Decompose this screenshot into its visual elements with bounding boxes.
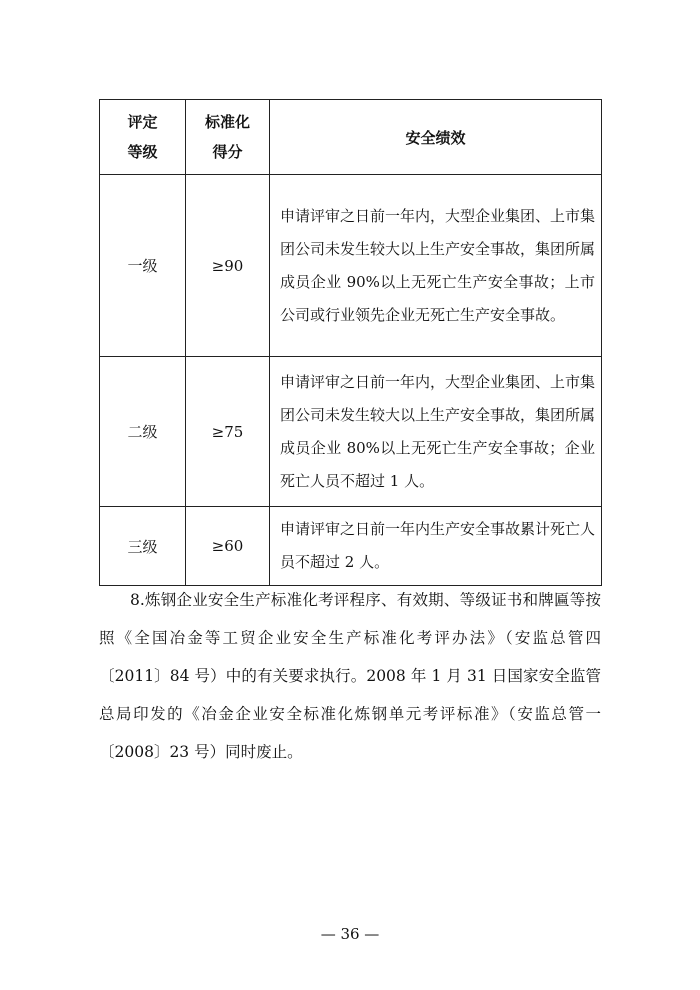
table-header-row — [100, 100, 602, 175]
performance-cell: 申请评审之日前一年内，大型企业集团、上市集团公司未发生较大以上生产安全事故，集团所属成员企业 80%以上无死亡生产安全事故；企业死亡人员不超过 1 人。 — [270, 357, 602, 507]
header-score-line1: 标准化 — [204, 113, 250, 131]
grade-cell: 二级 — [100, 357, 186, 507]
table-row — [100, 507, 602, 586]
performance-cell: 申请评审之日前一年内生产安全事故累计死亡人员不超过 2 人。 — [270, 507, 602, 586]
score-cell: ≥90 — [186, 175, 270, 357]
body-paragraph: 8.炼钢企业安全生产标准化考评程序、有效期、等级证书和牌匾等按照《全国冶金等工贸企业安全生产标准化考评办法》（安监总管四〔2011〕84 号）中的有关要求执行。2008 年 1 月 31 日国家安全监管总局印发的《冶金企业安全标准化炼钢单元考评标准》（安监总管一〔2008〕23 号）同时废止。 — [99, 591, 601, 761]
header-grade — [100, 100, 186, 175]
header-score — [186, 100, 270, 175]
page-number: — 36 — — [320, 925, 380, 943]
header-grade-line1: 评定 — [127, 113, 158, 131]
score-cell: ≥75 — [186, 357, 270, 507]
score-cell: ≥60 — [186, 507, 270, 586]
grade-criteria-table — [99, 99, 602, 586]
performance-cell: 申请评审之日前一年内，大型企业集团、上市集团公司未发生较大以上生产安全事故，集团所属成员企业 90%以上无死亡生产安全事故；上市公司或行业领先企业无死亡生产安全事故。 — [270, 175, 602, 357]
grade-cell: 三级 — [100, 507, 186, 586]
table-row — [100, 175, 602, 357]
table-row — [100, 357, 602, 507]
header-performance: 安全绩效 — [270, 100, 602, 175]
header-grade-line2: 等级 — [127, 143, 158, 161]
grade-cell: 一级 — [100, 175, 186, 357]
header-score-line2: 得分 — [212, 143, 243, 161]
